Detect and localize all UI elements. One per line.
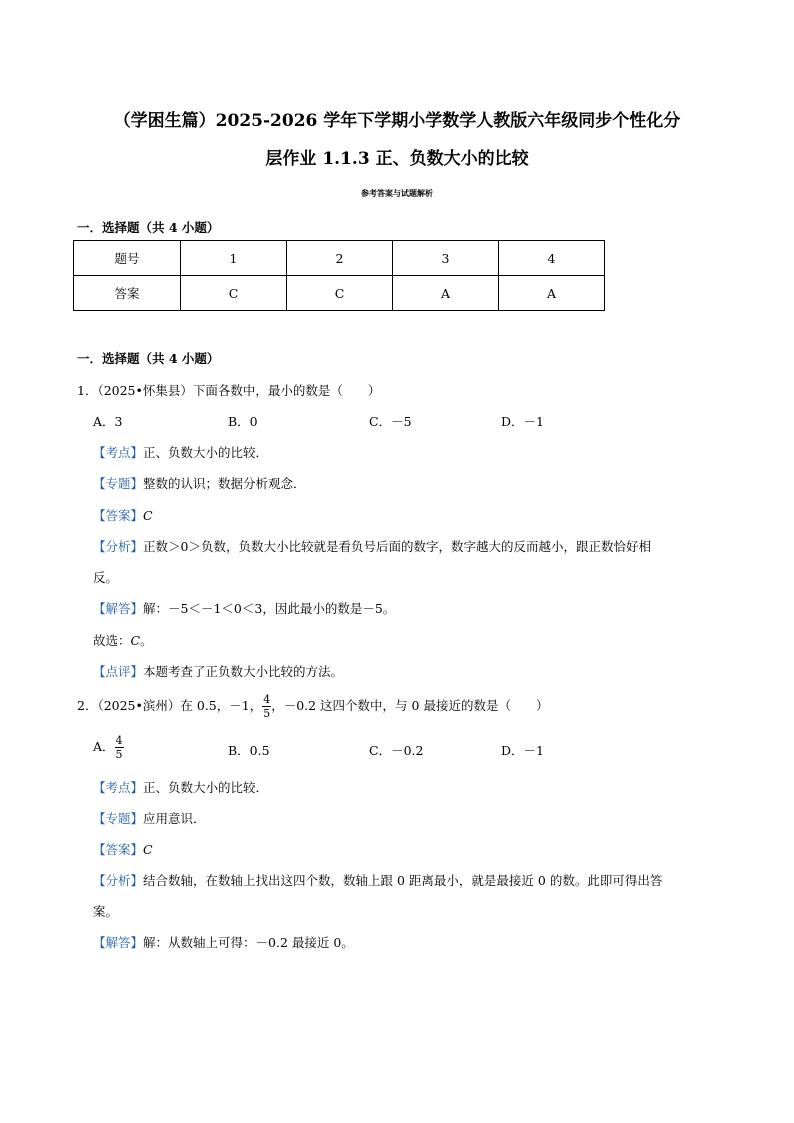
daan-text: C — [143, 508, 153, 523]
fraction-four-fifths — [115, 734, 124, 761]
question-2-option-c: C．－0.2 — [369, 743, 424, 758]
q2-stem-suffix: ，－0.2 这四个数中，与 0 最接近的数是（ ） — [271, 698, 549, 713]
q1-fenxi-line-2: 反。 — [93, 570, 119, 585]
q1-daan-line — [93, 506, 153, 524]
daan-text: C — [143, 842, 153, 857]
guxuan-answer: C — [130, 633, 141, 648]
question-1-option-d: D．－1 — [501, 414, 544, 429]
document-title-line-1: （学困生篇）2025-2026 学年下学期小学数学人教版六年级同步个性化分 — [113, 111, 681, 131]
fenxi-tag: 【分析】 — [93, 539, 144, 554]
questions-section-heading: 一．选择题（共 4 小题） — [77, 351, 220, 366]
answer-cell: C — [287, 276, 393, 311]
zhuanti-tag: 【专题】 — [93, 476, 144, 491]
jieda-text: 解：从数轴上可得：－0.2 最接近 0。 — [143, 935, 354, 950]
answer-table-row-numbers — [74, 241, 605, 276]
guxuan-prefix: 故选： — [93, 633, 131, 648]
question-1-option-a: A．3 — [93, 414, 123, 429]
jieda-tag: 【解答】 — [93, 601, 144, 616]
fraction-denominator: 5 — [263, 707, 271, 720]
q2-kaodian-line — [93, 778, 268, 796]
q1-guxuan-line — [93, 631, 153, 649]
q2-fenxi-line-2: 案。 — [93, 904, 119, 919]
kaodian-tag: 【考点】 — [93, 445, 144, 460]
answer-cell: C — [181, 276, 287, 311]
q2-fenxi-line-1 — [93, 871, 662, 889]
fraction-four-fifths — [262, 693, 271, 720]
row-header-answer: 答案 — [74, 276, 181, 311]
question-1-option-c: C．－5 — [369, 414, 412, 429]
question-1-option-b: B．0 — [228, 414, 258, 429]
dianping-tag: 【点评】 — [93, 664, 144, 679]
answer-table — [73, 240, 605, 311]
zhuanti-text: 应用意识． — [143, 811, 206, 826]
fenxi-tag: 【分析】 — [93, 873, 144, 888]
q1-fenxi-line-1 — [93, 537, 651, 555]
q1-dianping-line — [93, 662, 343, 680]
question-2-option-a — [93, 731, 124, 763]
q1-kaodian-line — [93, 443, 268, 461]
question-2-option-d: D．－1 — [501, 743, 544, 758]
answer-section-heading: 一．选择题（共 4 小题） — [77, 220, 220, 235]
question-number-cell: 4 — [499, 241, 605, 276]
question-2-option-b: B．0.5 — [228, 743, 270, 758]
guxuan-suffix: 。 — [140, 633, 153, 648]
option-a-label: A． — [93, 739, 115, 754]
row-header-number: 题号 — [74, 241, 181, 276]
answer-cell: A — [393, 276, 499, 311]
document-title-line-2: 层作业 1.1.3 正、负数大小的比较 — [265, 149, 529, 169]
q2-jieda-line — [93, 933, 354, 951]
fenxi-text: 结合数轴，在数轴上找出这四个数，数轴上跟 0 距离最小，就是最接近 0 的数。此即可得出答 — [143, 873, 663, 888]
document-subtitle: 参考答案与试题解析 — [361, 188, 433, 198]
q2-zhuanti-line — [93, 809, 206, 827]
answer-cell: A — [499, 276, 605, 311]
answer-table-row-answers — [74, 276, 605, 311]
kaodian-tag: 【考点】 — [93, 780, 144, 795]
kaodian-text: 正、负数大小的比较． — [143, 780, 269, 795]
fraction-numerator: 4 — [115, 734, 123, 747]
daan-tag: 【答案】 — [93, 842, 144, 857]
q2-daan-line — [93, 840, 153, 858]
question-number-cell: 1 — [181, 241, 287, 276]
q1-jieda-line — [93, 599, 395, 617]
zhuanti-tag: 【专题】 — [93, 811, 144, 826]
zhuanti-text: 整数的认识；数据分析观念． — [143, 476, 306, 491]
daan-tag: 【答案】 — [93, 508, 144, 523]
dianping-text: 本题考查了正负数大小比较的方法。 — [143, 664, 344, 679]
question-1-stem: 1．（2025•怀集县）下面各数中，最小的数是（ ） — [77, 383, 381, 398]
q1-zhuanti-line — [93, 474, 306, 492]
question-number-cell: 3 — [393, 241, 499, 276]
fenxi-text: 正数＞0＞负数，负数大小比较就是看负号后面的数字，数字越大的反而越小，跟正数恰好相 — [143, 539, 651, 554]
jieda-text: 解：－5＜－1＜0＜3，因此最小的数是－5。 — [143, 601, 396, 616]
jieda-tag: 【解答】 — [93, 935, 144, 950]
question-number-cell: 2 — [287, 241, 393, 276]
q2-stem-prefix: 2．（2025•滨州）在 0.5，－1， — [77, 698, 263, 713]
fraction-numerator: 4 — [263, 693, 271, 706]
kaodian-text: 正、负数大小的比较． — [143, 445, 269, 460]
question-2-stem — [77, 690, 548, 722]
fraction-denominator: 5 — [115, 748, 123, 761]
